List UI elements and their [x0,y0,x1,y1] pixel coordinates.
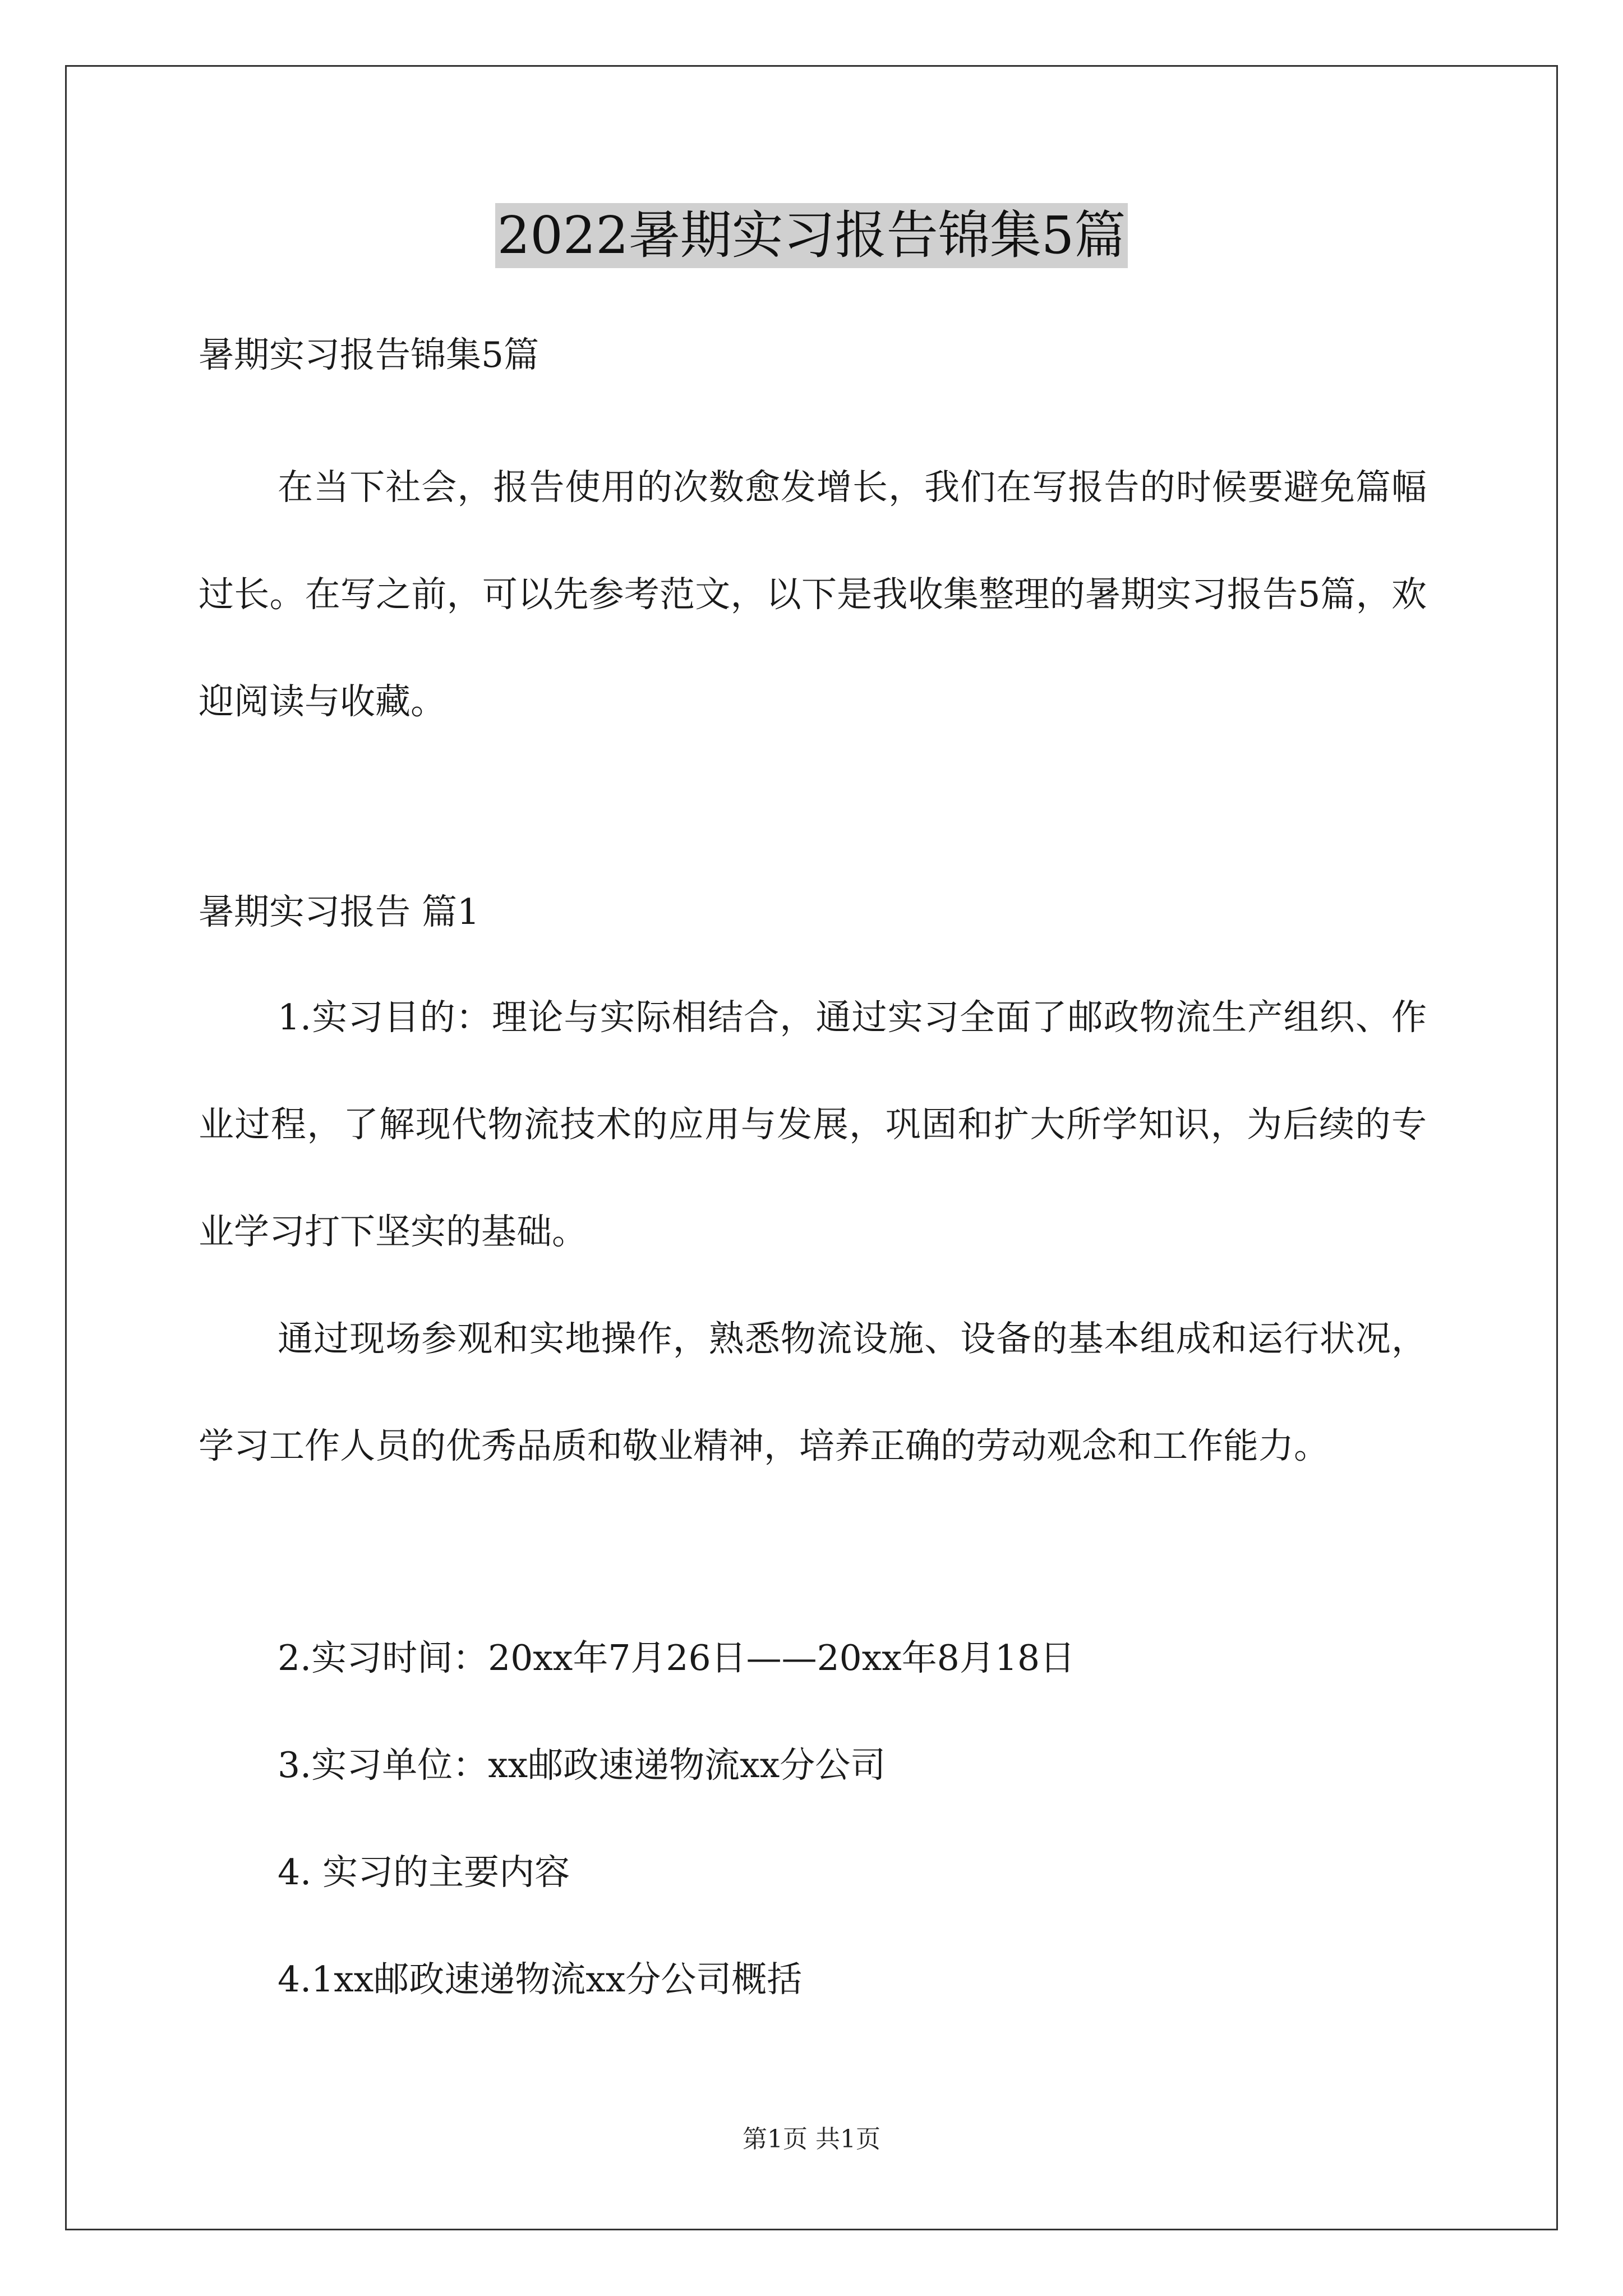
document-title [0,203,1623,282]
main-content-heading: 4. 实习的主要内容 [278,1852,570,1893]
document-title-text: 2022暑期实习报告锦集5篇 [495,203,1128,268]
internship-time: 2.实习时间：20xx年7月26日——20xx年8月18日 [278,1637,1076,1678]
section-heading: 暑期实习报告 篇1 [199,891,480,932]
subtitle: 暑期实习报告锦集5篇 [199,334,540,375]
internship-unit: 3.实习单位：xx邮政速递物流xx分公司 [278,1745,886,1786]
purpose-paragraph: 1.实习目的：理论与实际相结合，通过实习全面了邮政物流生产组织、作业过程，了解现代物流技术的应用与发展，巩固和扩大所学知识，为后续的专业学习打下坚实的基础。 [199,997,1427,1252]
observation-paragraph: 通过现场参观和实地操作，熟悉物流设施、设备的基本组成和运行状况，学习工作人员的优秀品质和敬业精神，培养正确的劳动观念和工作能力。 [199,1318,1427,1466]
company-overview-heading: 4.1xx邮政速递物流xx分公司概括 [278,1959,803,2000]
page-number: 第1页 共1页 [743,2125,880,2154]
intro-paragraph: 在当下社会，报告使用的次数愈发增长，我们在写报告的时候要避免篇幅过长。在写之前，可以先参考范文，以下是我收集整理的暑期实习报告5篇，欢迎阅读与收藏。 [199,467,1427,722]
